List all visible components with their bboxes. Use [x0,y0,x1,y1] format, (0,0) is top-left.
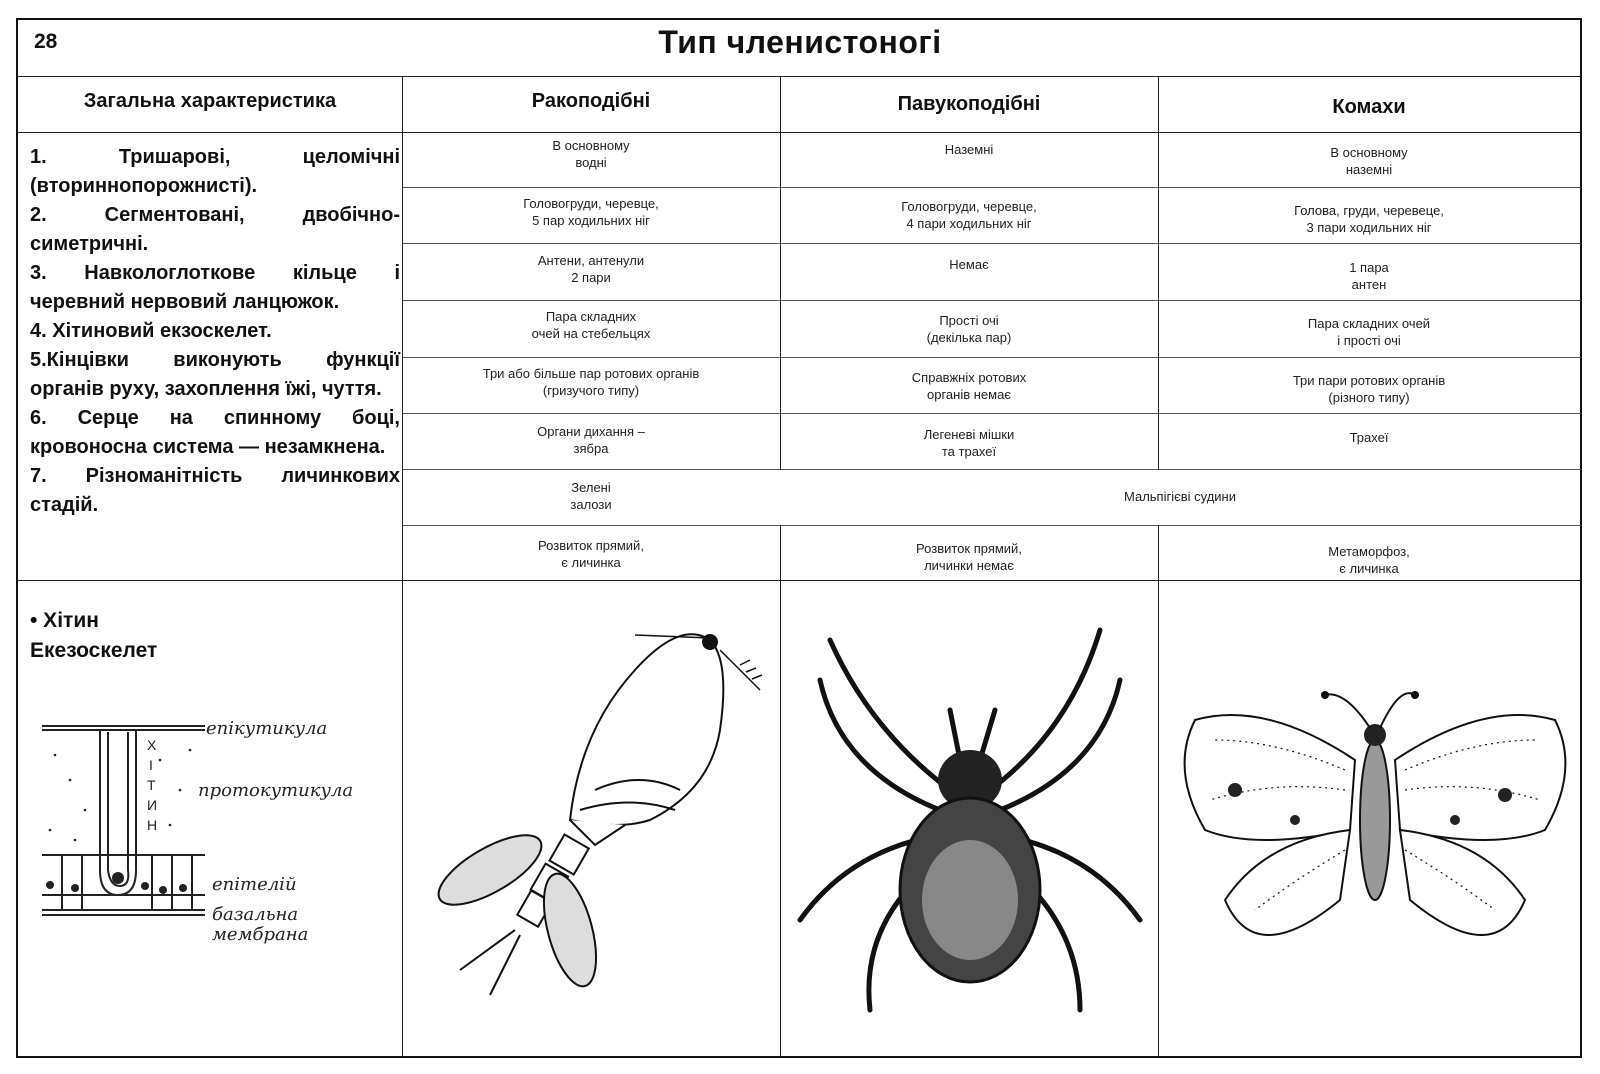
characteristic-item: 3. Навкологлоткове кільце і черевний нервовий ланцюжок. [30,262,400,313]
header-general: Загальна характеристика [83,90,337,112]
cell-insects-mouth: Три пари ротових органів (різного типу) [1292,373,1446,405]
cell-arachnids-eyes: Прості очі (декілька пар) [926,313,1012,345]
rule-header [17,132,1581,133]
label-epicuticle: епікутикула [206,718,328,739]
cell-insects-antennae: 1 пара антен [1349,260,1389,292]
cell-crustaceans-excretion: Зелені залози [570,480,612,512]
chitin-title: • Хітин [30,609,99,632]
chitin-vertical-letters [147,737,157,833]
cuticle-dots [46,749,191,894]
cell-arachnids-development: Розвиток прямий, личинки немає [916,541,1022,573]
cell-merged-excretion: Мальпігієві судини [1123,489,1237,504]
cell-insects-respiration: Трахеї [1349,430,1389,445]
rule-col-3b [1158,525,1159,1057]
characteristic-item: 7. Різноманітність личинкових стадій. [30,465,400,516]
characteristic-item: 6. Серце на спинному боці, кровоносна система — незамкнена. [30,407,400,458]
characteristic-item: 5.Кінцівки виконують функції органів руху, захоплення їжі, чуття. [30,349,400,400]
cell-insects-habitat: В основному наземні [1330,145,1408,177]
rule-images [17,580,1581,581]
cell-crustaceans-mouth: Три або більше пар ротових органів (гризучого типу) [482,366,700,398]
cell-crustaceans-eyes: Пара складних очей на стебельцях [531,309,651,341]
characteristic-item: 4. Хітиновий екзоскелет. [30,320,272,342]
label-epithelium: епітелій [212,874,297,895]
cell-arachnids-mouth: Справжніх ротових органів немає [911,370,1027,402]
cell-crustaceans-body: Головогруди, черевце, 5 пар ходильних ніг [523,196,659,228]
chitin-heading [30,606,157,666]
cell-crustaceans-respiration: Органи дихання – зябра [537,424,645,456]
chitin-letter: Х [147,737,157,753]
chitin-letter: Т [147,777,156,793]
cell-insects-development: Метаморфоз, є личинка [1328,544,1410,576]
rule-col-2b [780,525,781,1057]
chitin-letter: И [147,797,158,813]
cell-insects-eyes: Пара складних очей і прості очі [1307,316,1431,348]
label-basal-membrane-2: мембрана [212,924,309,945]
cell-crustaceans-antennae: Антени, антенули 2 пари [537,253,645,285]
header-arachnids: Павукоподібні [897,93,1041,115]
rule-row-5 [402,413,1581,414]
rule-row-4 [402,357,1581,358]
rule-title [17,76,1581,77]
chitin-subtitle: Екезоскелет [30,639,158,662]
rule-row-6 [402,469,1581,470]
cell-arachnids-respiration: Легеневі мішки та трахеї [923,427,1015,459]
cuticle-labels [198,718,353,945]
butterfly-illustration [1175,680,1575,1000]
cell-crustaceans-habitat: В основному водні [552,138,630,170]
label-basal-membrane-1: базальна [212,904,299,925]
rule-row-2 [402,243,1581,244]
cell-insects-body: Голова, груди, черевеце, 3 пари ходильних ніг [1294,203,1444,235]
label-protocuticle: протокутикула [198,780,354,801]
spider-illustration [790,620,1150,1020]
characteristics-list [30,143,400,520]
cell-arachnids-antennae: Немає [949,257,989,272]
characteristic-item: 1. Тришарові, целомічні (вториннопорожнисті). [30,146,400,197]
cell-crustaceans-development: Розвиток прямий, є личинка [538,538,644,570]
header-crustaceans: Ракоподібні [531,90,651,112]
header-insects: Комахи [1332,96,1406,118]
cell-arachnids-habitat: Наземні [944,142,994,157]
rule-row-7 [402,525,1581,526]
rule-row-1 [402,187,1581,188]
characteristic-item: 2. Сегментовані, двобічно-симетричні. [30,204,400,255]
chitin-letter: Н [147,817,158,833]
crustacean-illustration [420,610,770,1010]
chitin-letter: І [149,757,153,773]
rule-col-2 [780,77,781,470]
cuticle-diagram [30,710,400,960]
page-number: 28 [34,30,58,53]
page-title: Тип членистоногі [658,24,942,60]
rule-row-3 [402,300,1581,301]
cell-arachnids-body: Головогруди, черевце, 4 пари ходильних ніг [901,199,1037,231]
